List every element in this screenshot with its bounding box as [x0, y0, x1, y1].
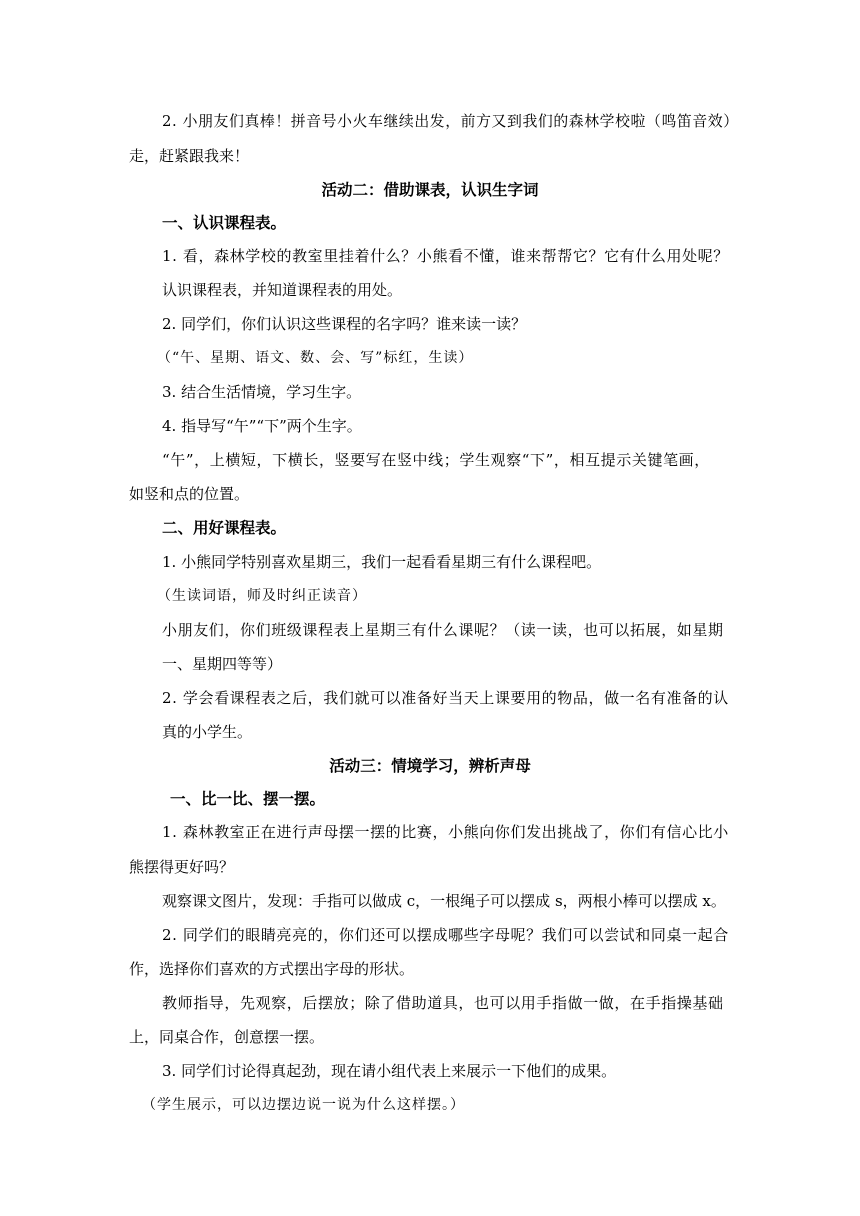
paragraph-line: 教师指导，先观察，后摆放；除了借助道具，也可以用手指做一做，在手指操基础 — [162, 994, 724, 1012]
paragraph-line: 3. 同学们讨论得真起劲，现在请小组代表上来展示一下他们的成果。 — [162, 1062, 617, 1080]
paragraph-line: 走，赶紧跟我来！ — [129, 147, 250, 165]
subsection-heading: 一、认识课程表。 — [162, 214, 287, 232]
paragraph-line: 2. 同学们的眼睛亮亮的，你们还可以摆成哪些字母呢？我们可以尝试和同桌一起合 — [162, 926, 729, 944]
paragraph-line: 1. 森林教室正在进行声母摆一摆的比赛，小熊向你们发出挑战了，你们有信心比小 — [162, 823, 729, 841]
paragraph-line: 如竖和点的位置。 — [129, 485, 250, 503]
subsection-heading: 一、比一比、摆一摆。 — [170, 790, 326, 808]
paragraph-line: 3. 结合生活情境，学习生字。 — [162, 383, 362, 401]
paragraph-line: 2. 小朋友们真棒！拼音号小火车继续出发，前方又到我们的森林学校啦（鸣笛音效） — [162, 112, 739, 130]
paragraph-line: 上，同桌合作，创意摆一摆。 — [129, 1028, 325, 1046]
note-line: （学生展示，可以边摆边说一说为什么这样摆。） — [142, 1097, 465, 1113]
paragraph-line: 1. 看，森林学校的教室里挂着什么？小熊看不懂，谁来帮帮它？它有什么用处呢？ — [162, 247, 729, 265]
subsection-heading: 二、用好课程表。 — [162, 519, 287, 537]
paragraph-line: 作，选择你们喜欢的方式摆出字母的形状。 — [129, 960, 415, 978]
paragraph-line: 熊摆得更好吗？ — [129, 858, 235, 876]
paragraph-line: 1. 小熊同学特别喜欢星期三，我们一起看看星期三有什么课程吧。 — [162, 553, 602, 571]
paragraph-line: 4. 指导写“午”“下”两个生字。 — [162, 417, 362, 435]
section-heading-activity-2: 活动二：借助课表，认识生字词 — [321, 181, 539, 199]
paragraph-line: 2. 同学们，你们认识这些课程的名字吗？谁来读一读？ — [162, 315, 527, 333]
paragraph-line: 小朋友们，你们班级课程表上星期三有什么课呢？（读一读，也可以拓展，如星期 — [162, 621, 724, 639]
section-heading-activity-3: 活动三：情境学习，辨析声母 — [329, 757, 531, 775]
note-line: （生读词语，师及时纠正读音） — [157, 588, 367, 604]
paragraph-line: “午”，上横短，下横长，竖要写在竖中线；学生观察“下”，相互提示关键笔画， — [162, 451, 710, 469]
paragraph-line: 一、星期四等等） — [162, 655, 283, 673]
paragraph-line: 真的小学生。 — [162, 723, 253, 741]
paragraph-line: 认识课程表，并知道课程表的用处。 — [162, 281, 403, 299]
note-line: （“午、星期、语文、数、会、写”标红，生读） — [157, 350, 474, 366]
paragraph-line: 观察课文图片，发现：手指可以做成 c，一根绳子可以摆成 s，两根小棒可以摆成 x。 — [162, 892, 726, 910]
paragraph-line: 2. 学会看课程表之后，我们就可以准备好当天上课要用的物品，做一名有准备的认 — [162, 689, 729, 707]
